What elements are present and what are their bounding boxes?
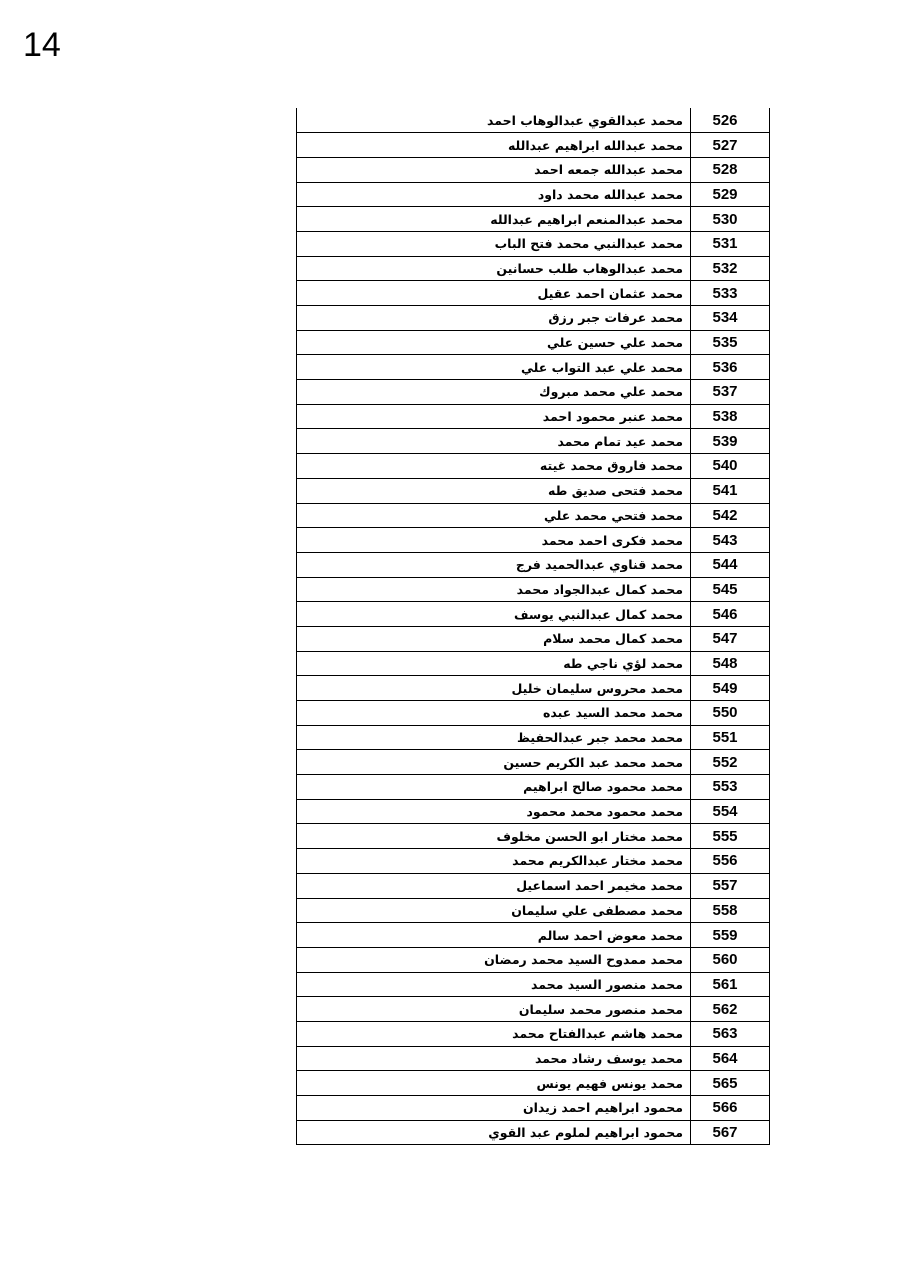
- person-name: محمد مصطفى علي سليمان: [297, 898, 691, 923]
- row-number: 537: [691, 380, 770, 405]
- person-name: محمد قناوي عبدالحميد فرج: [297, 552, 691, 577]
- table-row: [297, 355, 770, 380]
- person-name: محمد عرفات جبر رزق: [297, 306, 691, 331]
- person-name: محمد علي محمد مبروك: [297, 380, 691, 405]
- table-row: [297, 799, 770, 824]
- person-name: محمد عبدالقوي عبدالوهاب احمد: [297, 108, 691, 133]
- row-number: 555: [691, 824, 770, 849]
- table-row: [297, 997, 770, 1022]
- person-name: محمود ابراهيم لملوم عبد القوي: [297, 1120, 691, 1145]
- table-row: [297, 626, 770, 651]
- person-name: محمد عيد تمام محمد: [297, 429, 691, 454]
- person-name: محمد منصور محمد سليمان: [297, 997, 691, 1022]
- person-name: محمد عبدالله جمعه احمد: [297, 157, 691, 182]
- row-number: 560: [691, 947, 770, 972]
- person-name: محمد يونس فهيم يونس: [297, 1071, 691, 1096]
- table-row: [297, 256, 770, 281]
- row-number: 561: [691, 972, 770, 997]
- table-row: [297, 676, 770, 701]
- row-number: 554: [691, 799, 770, 824]
- person-name: محمد محروس سليمان خليل: [297, 676, 691, 701]
- table-row: [297, 898, 770, 923]
- table-row: [297, 552, 770, 577]
- table-row: [297, 503, 770, 528]
- person-name: محمد يوسف رشاد محمد: [297, 1046, 691, 1071]
- row-number: 530: [691, 207, 770, 232]
- person-name: محمد محمد السيد عبده: [297, 701, 691, 726]
- table-row: [297, 231, 770, 256]
- row-number: 532: [691, 256, 770, 281]
- row-number: 546: [691, 602, 770, 627]
- row-number: 564: [691, 1046, 770, 1071]
- person-name: محمد فاروق محمد غيته: [297, 454, 691, 479]
- row-number: 536: [691, 355, 770, 380]
- person-name: محمد فتحي محمد علي: [297, 503, 691, 528]
- page-number: 14: [23, 26, 61, 64]
- person-name: محمد عنبر محمود احمد: [297, 404, 691, 429]
- table-row: [297, 923, 770, 948]
- table-row: [297, 1021, 770, 1046]
- table-row: [297, 404, 770, 429]
- table-row: [297, 651, 770, 676]
- row-number: 543: [691, 528, 770, 553]
- person-name: محمد محمد جبر عبدالحفيظ: [297, 725, 691, 750]
- person-name: محمد مختار ابو الحسن مخلوف: [297, 824, 691, 849]
- person-name: محمد مخيمر احمد اسماعيل: [297, 873, 691, 898]
- row-number: 559: [691, 923, 770, 948]
- names-table: [296, 108, 770, 1145]
- row-number: 535: [691, 330, 770, 355]
- table-row: [297, 306, 770, 331]
- table-row: [297, 207, 770, 232]
- person-name: محمد معوض احمد سالم: [297, 923, 691, 948]
- row-number: 562: [691, 997, 770, 1022]
- row-number: 527: [691, 133, 770, 158]
- row-number: 540: [691, 454, 770, 479]
- row-number: 565: [691, 1071, 770, 1096]
- table-row: [297, 750, 770, 775]
- person-name: محمد محمود محمد محمود: [297, 799, 691, 824]
- person-name: محمد هاشم عبدالفتاح محمد: [297, 1021, 691, 1046]
- table-row: [297, 330, 770, 355]
- person-name: محمد عبدالوهاب طلب حسانين: [297, 256, 691, 281]
- table-row: [297, 577, 770, 602]
- names-table-body: [297, 108, 770, 1145]
- person-name: محمد مختار عبدالكريم محمد: [297, 849, 691, 874]
- table-row: [297, 454, 770, 479]
- row-number: 529: [691, 182, 770, 207]
- table-row: [297, 725, 770, 750]
- table-row: [297, 478, 770, 503]
- person-name: محمد فكرى احمد محمد: [297, 528, 691, 553]
- person-name: محمد عبدالله ابراهيم عبدالله: [297, 133, 691, 158]
- row-number: 526: [691, 108, 770, 133]
- row-number: 567: [691, 1120, 770, 1145]
- row-number: 545: [691, 577, 770, 602]
- person-name: محمد محمود صالح ابراهيم: [297, 775, 691, 800]
- table-row: [297, 380, 770, 405]
- row-number: 528: [691, 157, 770, 182]
- table-row: [297, 108, 770, 133]
- row-number: 551: [691, 725, 770, 750]
- table-row: [297, 701, 770, 726]
- row-number: 541: [691, 478, 770, 503]
- table-row: [297, 429, 770, 454]
- table-row: [297, 133, 770, 158]
- table-row: [297, 873, 770, 898]
- person-name: محمد محمد عبد الكريم حسين: [297, 750, 691, 775]
- person-name: محمد عبدالنبي محمد فتح الباب: [297, 231, 691, 256]
- row-number: 556: [691, 849, 770, 874]
- person-name: محمد كمال عبدالنبي يوسف: [297, 602, 691, 627]
- row-number: 544: [691, 552, 770, 577]
- table-row: [297, 182, 770, 207]
- person-name: محمد ممدوح السيد محمد رمضان: [297, 947, 691, 972]
- row-number: 558: [691, 898, 770, 923]
- row-number: 547: [691, 626, 770, 651]
- row-number: 548: [691, 651, 770, 676]
- person-name: محمد لؤي ناجي طه: [297, 651, 691, 676]
- person-name: محمد علي عبد التواب علي: [297, 355, 691, 380]
- table-row: [297, 1096, 770, 1121]
- table-row: [297, 602, 770, 627]
- row-number: 534: [691, 306, 770, 331]
- table-row: [297, 1046, 770, 1071]
- row-number: 553: [691, 775, 770, 800]
- table-row: [297, 157, 770, 182]
- person-name: محمد منصور السيد محمد: [297, 972, 691, 997]
- row-number: 552: [691, 750, 770, 775]
- table-row: [297, 947, 770, 972]
- row-number: 542: [691, 503, 770, 528]
- row-number: 533: [691, 281, 770, 306]
- person-name: محمد كمال عبدالجواد محمد: [297, 577, 691, 602]
- row-number: 566: [691, 1096, 770, 1121]
- person-name: محمد فتحى صديق طه: [297, 478, 691, 503]
- row-number: 563: [691, 1021, 770, 1046]
- row-number: 539: [691, 429, 770, 454]
- table-row: [297, 972, 770, 997]
- person-name: محمد عبدالله محمد داود: [297, 182, 691, 207]
- row-number: 549: [691, 676, 770, 701]
- table-row: [297, 1071, 770, 1096]
- table-row: [297, 528, 770, 553]
- person-name: محمد كمال محمد سلام: [297, 626, 691, 651]
- person-name: محمد عثمان احمد عقيل: [297, 281, 691, 306]
- table-row: [297, 1120, 770, 1145]
- table-row: [297, 824, 770, 849]
- row-number: 531: [691, 231, 770, 256]
- person-name: محمود ابراهيم احمد زيدان: [297, 1096, 691, 1121]
- table-row: [297, 849, 770, 874]
- person-name: محمد علي حسين علي: [297, 330, 691, 355]
- row-number: 538: [691, 404, 770, 429]
- table-row: [297, 281, 770, 306]
- row-number: 550: [691, 701, 770, 726]
- person-name: محمد عبدالمنعم ابراهيم عبدالله: [297, 207, 691, 232]
- table-row: [297, 775, 770, 800]
- row-number: 557: [691, 873, 770, 898]
